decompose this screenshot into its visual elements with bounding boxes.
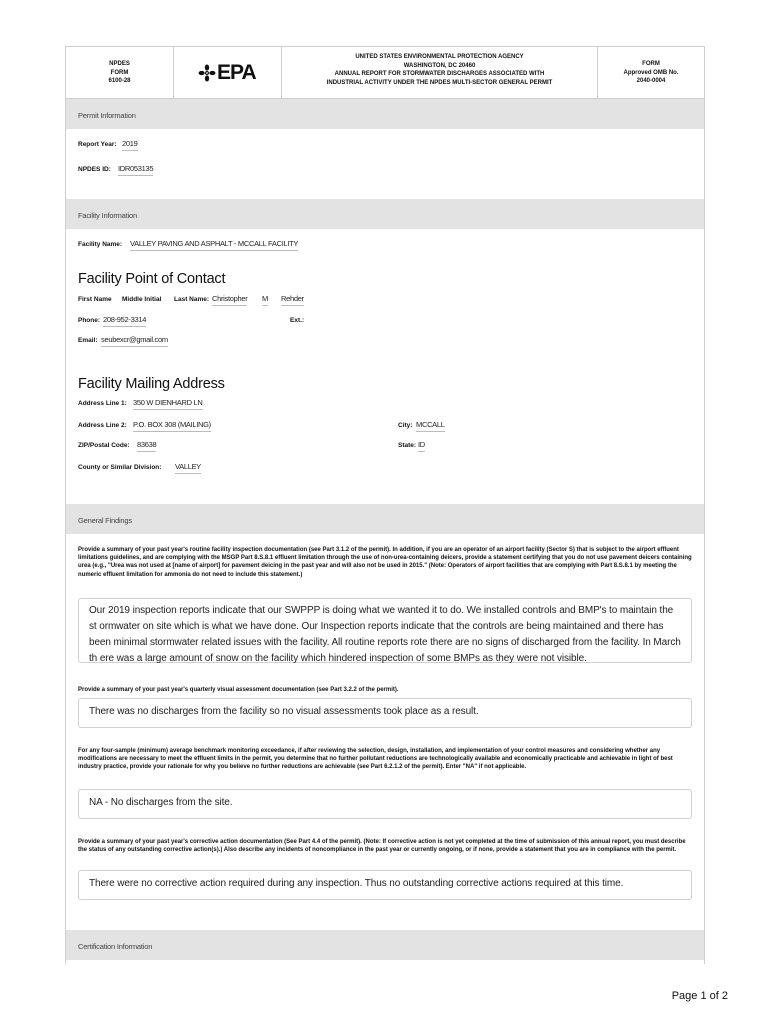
section-permit-information: Permit Information	[66, 99, 704, 129]
middle-initial-label: Middle Initial	[122, 296, 162, 303]
last-name-label: Last Name:	[174, 296, 210, 303]
epa-logo-cell	[174, 47, 282, 99]
page-number: Page 1 of 2	[671, 990, 728, 1002]
state-value: ID	[418, 440, 425, 452]
epa-logo-text: EPA	[217, 61, 256, 84]
middle-initial-value: M	[262, 294, 268, 306]
question-visual-assessment: Provide a summary of your past year's quarterly visual assessment documentation (see Part 3.2.2 of the permit).	[78, 687, 399, 693]
report-year-label: Report Year:	[78, 141, 117, 148]
address-line1-label: Address Line 1:	[78, 400, 127, 407]
address-line2-value: P.O. BOX 308 (MAILING)	[133, 420, 211, 432]
address-line2-label: Address Line 2:	[78, 422, 127, 429]
answer-benchmark-exceedance: NA - No discharges from the site.	[78, 789, 692, 819]
npdes-id-label: NPDES ID:	[78, 166, 111, 173]
omb-line: FORM	[642, 61, 660, 67]
first-name-label: First Name	[78, 296, 112, 303]
point-of-contact-heading: Facility Point of Contact	[78, 271, 226, 287]
question-benchmark-exceedance: For any four-sample (minimum) average benchmark monitoring exceedance, if after reviewing the selection, design, installation, and implementation of your control measures and considering whether any modifications are necessary to meet the effluent limits in the permit, you determine that no further pollutant reductions are technologically available and economically practicable and achievable in light of best industry practice, provide your rationale for why you believe no further reductions are achievable (see Part 6.2.1.2 of the permit). Enter "NA" if not applicable.	[78, 748, 673, 771]
question-routine-inspection: Provide a summary of your past year's routine facility inspection documentation (see Part 3.1.2 of the permit). In addition, if you are an operator of an airport facility (Sector S) that is subject to the airport effluent limitations guidelines, and are complying with the MSGP Part 8.S.8.1 effluent limitation through the use of non-urea-containing deicers, provide a statement certifying that you do not use pavement deicers containing urea (e.g., "Urea was not used at [name of airport] for pavement deicing in the past year and will also not be used in 2015." (Note: Operators of airport facilities that are complying with Part 8.S.8.1 by meeting the numeric effluent limitation for ammonia do not need to include this statement.)	[78, 547, 692, 578]
county-value: VALLEY	[175, 462, 201, 474]
epa-flower-icon	[198, 64, 216, 82]
question-corrective-action: Provide a summary of your past year's corrective action documentation (See Part 4.4 of the permit). (Note: If corrective action is not yet completed at the time of submission of this annual report, you must describe the status of any outstanding corrective action(s).) Also describe any incidents of noncompliance in the past year or currently ongoing, or if none, provide a statement that you are in compliance with the permit.	[78, 839, 686, 854]
city-value: MCCALL	[416, 420, 445, 432]
state-label: State:	[398, 442, 417, 449]
annual-report-form	[65, 46, 705, 964]
address-line1-value: 350 W DIENHARD LN	[133, 398, 203, 410]
zip-value: 83638	[137, 440, 156, 452]
county-label: County or Similar Division:	[78, 464, 162, 471]
section-facility-information: Facility Information	[66, 199, 704, 229]
section-certification-information: Certification Information	[66, 930, 704, 960]
omb-line: 2040-0004	[636, 78, 666, 84]
phone-value: 208-952-3314	[103, 315, 146, 327]
section-general-findings: General Findings	[66, 504, 704, 534]
epa-logo	[198, 61, 256, 85]
answer-corrective-action: There were no corrective action required during any inspection. Thus no outstanding corrective actions required at this time.	[78, 870, 692, 900]
facility-name-label: Facility Name:	[78, 241, 123, 248]
npdes-id-value: IDR053135	[118, 164, 153, 176]
form-line: NPDES	[109, 61, 130, 67]
title-line: ANNUAL REPORT FOR STORMWATER DISCHARGES ASSOCIATED WITH	[334, 71, 545, 77]
answer-visual-assessment: There was no discharges from the facility so no visual assessments took place as a result.	[78, 698, 692, 728]
phone-label: Phone:	[78, 317, 101, 324]
facility-name-value: VALLEY PAVING AND ASPHALT - MCCALL FACILITY	[130, 239, 298, 251]
ext-label: Ext.:	[290, 317, 305, 324]
report-year-value: 2019	[122, 139, 138, 151]
last-name-value: Rehder	[281, 294, 304, 306]
title-line: INDUSTRIAL ACTIVITY UNDER THE NPDES MULTI-SECTOR GENERAL PERMIT	[326, 79, 553, 86]
mailing-address-heading: Facility Mailing Address	[78, 376, 225, 392]
title-line: WASHINGTON, DC 20460	[403, 62, 476, 69]
first-name-value: Christopher	[212, 294, 247, 306]
title-line: UNITED STATES ENVIRONMENTAL PROTECTION AGENCY	[355, 54, 524, 60]
zip-label: ZIP/Postal Code:	[78, 442, 130, 449]
form-line: FORM	[110, 69, 129, 76]
email-value: seubexcr@gmail.com	[101, 335, 168, 347]
email-label: Email:	[78, 337, 98, 344]
city-label: City:	[398, 422, 413, 429]
form-title	[282, 47, 598, 99]
form-line: 6100-28	[108, 78, 131, 84]
form-header	[66, 47, 704, 99]
omb-approval	[598, 47, 704, 99]
answer-routine-inspection: Our 2019 inspection reports indicate that our SWPPP is doing what we wanted it to do. We installed controls and BMP's to maintain the st ormwater on site which is what we have done. Our Inspection reports indicate that the controls are being maintained and there has been minimal stormwater related issues with the facility. All routine reports rote there are no signs of discharged from the facility. In March th ere was a large amount of snow on the facility which hindered inspection of some BMPs as they were not visible.	[78, 598, 692, 663]
form-number	[66, 47, 174, 99]
omb-line: Approved OMB No.	[623, 69, 679, 76]
